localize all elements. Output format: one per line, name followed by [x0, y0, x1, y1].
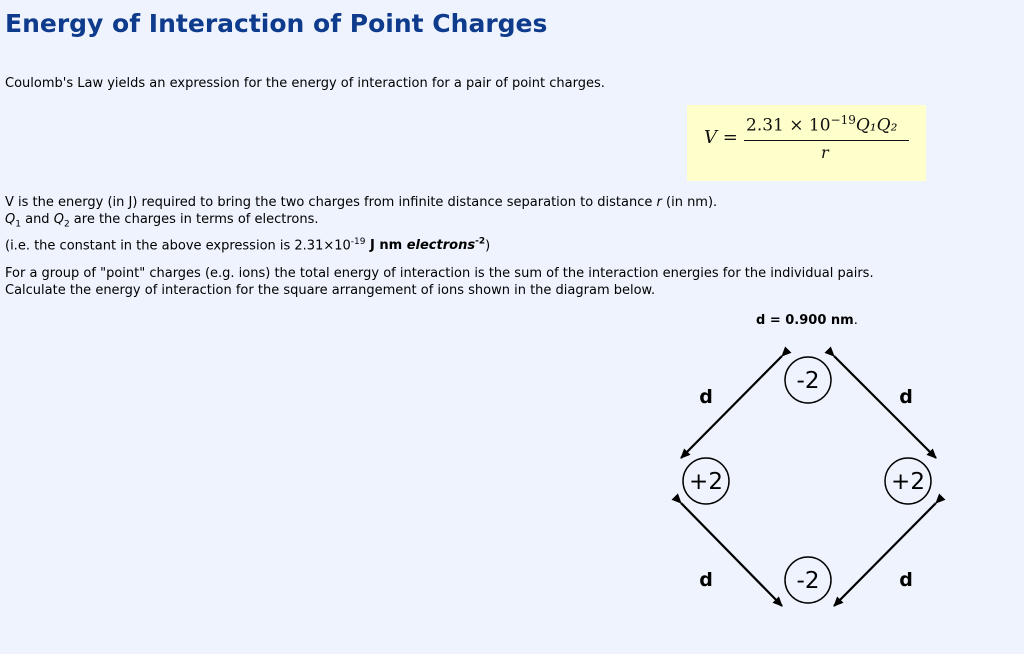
constant-exponent: -19: [350, 237, 366, 247]
charges-definition-text: are the charges in terms of electrons.: [69, 212, 319, 227]
q1-var: Q: [5, 212, 16, 227]
distance-var: r: [656, 195, 662, 210]
task-line-1: For a group of "point" charges (e.g. ions) the total energy of interaction is the sum of the interaction energies for the individual pairs.: [5, 266, 874, 281]
task-line-2: Calculate the energy of interaction for the square arrangement of ions shown in the diagram below.: [5, 283, 656, 298]
side-label-top-left: d: [699, 386, 713, 408]
arrow-bottom-right: [834, 503, 936, 606]
formula-charges: Q₁Q₂: [855, 115, 898, 136]
and-text: and: [20, 212, 54, 227]
q2-var: Q: [53, 212, 64, 227]
q1-sub: 1: [15, 219, 21, 230]
side-label-top-right: d: [899, 386, 913, 408]
ion-right-charge: +2: [891, 469, 925, 495]
formula-equals: =: [722, 127, 738, 148]
ion-right: [885, 458, 931, 504]
constant-units-text: J nm: [365, 238, 407, 254]
constant-close-paren: ): [485, 238, 491, 254]
arrow-top-right: [834, 356, 936, 458]
energy-definition-text: V is the energy (in J) required to bring the two charges from infinite distance separation to distance: [5, 195, 657, 210]
side-label-bottom-left: d: [699, 569, 713, 591]
formula-denominator: r: [821, 143, 829, 162]
page-title: Energy of Interaction of Point Charges: [5, 9, 548, 38]
ion-bottom-charge: -2: [796, 568, 820, 594]
distance-label-period: .: [853, 313, 858, 328]
formula-exponent: −19: [830, 113, 856, 127]
formula-coefficient: 2.31 × 10: [746, 115, 831, 136]
energy-definition-units: (in nm).: [661, 195, 718, 210]
arrow-bottom-left: [681, 503, 782, 606]
ion-bottom: [785, 557, 831, 603]
arrow-top-left: [681, 356, 782, 458]
q2-sub: 2: [63, 219, 70, 230]
constant-units-exponent: -2: [475, 237, 486, 247]
ion-top: [785, 357, 831, 403]
ion-top-charge: -2: [796, 368, 820, 394]
distance-label-text: d = 0.900 nm: [756, 313, 854, 328]
ion-left: [683, 458, 729, 504]
ion-left-charge: +2: [689, 469, 723, 495]
side-label-bottom-right: d: [899, 569, 913, 591]
intro-text: Coulomb's Law yields an expression for the energy of interaction for a pair of point charges.: [5, 76, 605, 91]
constant-electrons: electrons: [406, 238, 476, 254]
constant-text: (i.e. the constant in the above expression is 2.31×10: [5, 238, 351, 254]
formula-lhs-var: V: [704, 127, 717, 148]
